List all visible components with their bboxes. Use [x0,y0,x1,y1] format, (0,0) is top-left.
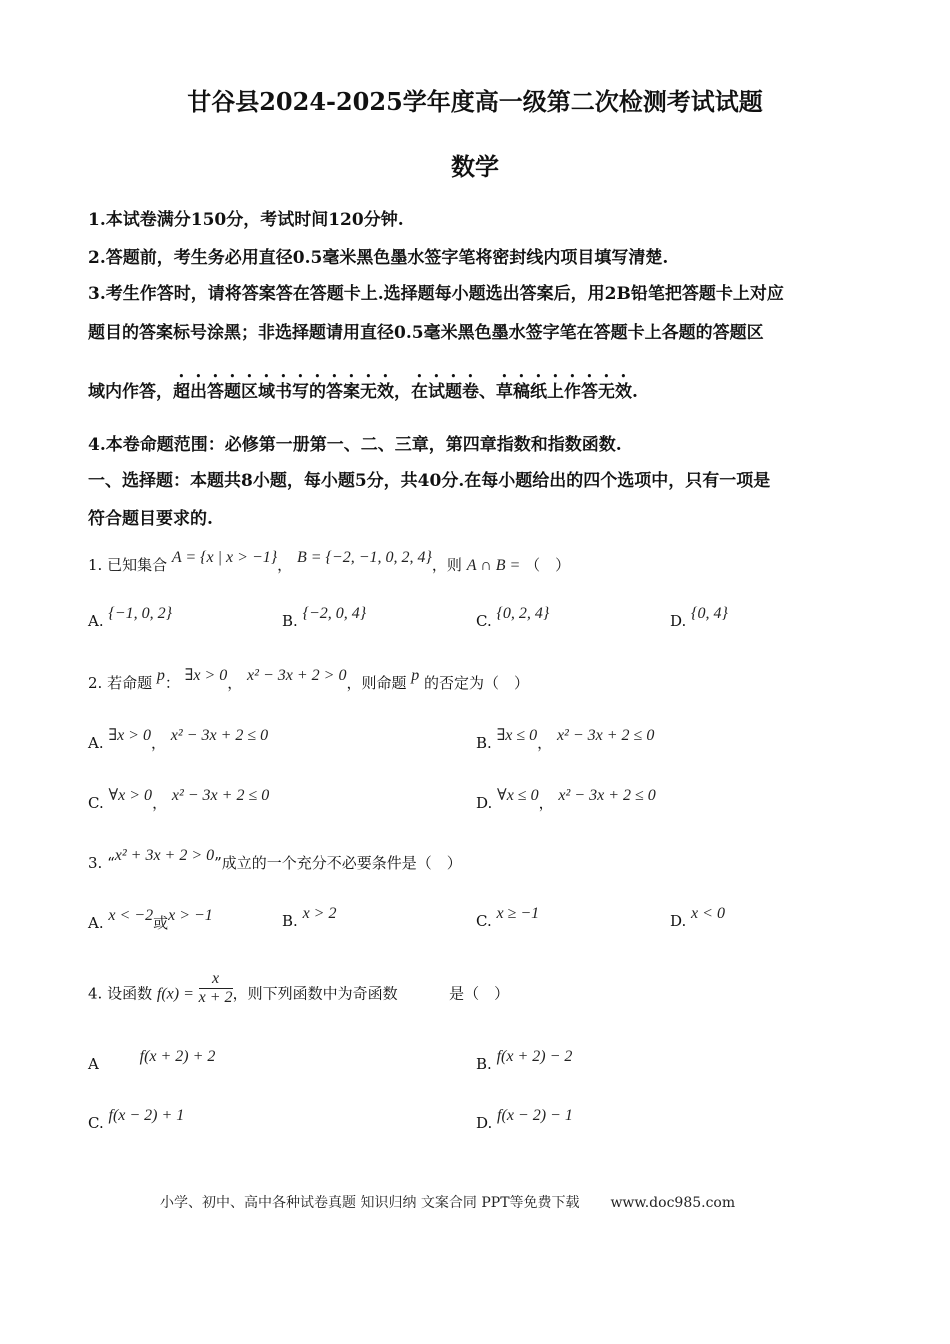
question-2-p2: p [411,667,420,684]
note-4: 4.本卷命题范围：必修第一册第一、二、三章，第四章指数和指数函数. [88,435,622,455]
option-math: ∃x > 0 [108,727,151,744]
option-sep: ， [537,734,553,752]
question-1 [88,549,571,575]
q1-option-c [476,605,550,631]
question-4-tail-a: ，则下列函数中为奇函数 [232,984,398,1003]
q3-option-b [282,905,337,931]
option-label: D. [476,794,493,812]
question-4-stem: 4. 设函数 [88,984,153,1003]
question-1-tail-b: （ ） [525,556,571,574]
exam-title: 甘谷县2024-2025学年度高一级第二次检测考试试题 [187,87,763,116]
option-math-2: x > −1 [168,907,213,924]
option-math: ∃x ≤ 0 [496,727,538,744]
note-3-emphasis-2: 在试题卷、草稿纸上作答无效 [411,382,632,402]
question-2 [88,667,530,693]
q3-option-a [88,907,213,933]
option-math: {0, 4} [691,605,728,622]
option-math-2: x² − 3x + 2 ≤ 0 [171,787,270,804]
question-2-tail-a: ，则命题 [346,674,407,692]
footer-url[interactable]: www.doc985.com [610,1195,736,1211]
option-math: {0, 2, 4} [496,605,550,622]
option-label: D. [670,612,687,630]
option-label: B. [476,1055,492,1073]
note-3-part1: 域内作答， [88,382,173,402]
section-1-heading-cont: 符合题目要求的. [88,509,213,529]
question-3-stem: 3. “ [88,854,115,872]
option-math: f(x + 2) − 2 [496,1048,573,1065]
option-label: D. [476,1114,493,1132]
fraction-denominator: x + 2 [198,989,233,1006]
option-label: A. [88,612,104,630]
option-sep: ， [150,734,166,752]
q1-option-b [282,605,367,631]
option-math: f(x + 2) + 2 [139,1048,216,1065]
option-math-2: x² − 3x + 2 ≤ 0 [170,727,269,744]
question-4 [88,970,510,1013]
page-footer [160,1192,735,1212]
question-3-inequality: x² + 3x + 2 > 0 [114,847,215,864]
note-3-line3 [88,372,638,402]
q2-option-a [88,727,269,753]
note-3-emphasis-1: 超出答题区域书写的答案无效 [173,382,394,402]
option-math: ∀x ≤ 0 [497,787,539,804]
q1-option-a [88,605,172,631]
option-label: B. [282,612,298,630]
q4-option-a [88,1048,216,1074]
footer-text: 小学、初中、高中各种试卷真题 知识归纳 文案合同 PPT等免费下载 [160,1195,580,1211]
question-1-set-b: B = {−2, −1, 0, 2, 4} [296,549,432,566]
note-1: 1.本试卷满分150分，考试时间120分钟. [88,210,404,230]
question-3 [88,847,462,873]
option-math: ∀x > 0 [108,787,153,804]
q1-option-d [670,605,728,631]
q3-option-d [670,905,725,931]
option-math: x ≥ −1 [496,905,540,922]
question-2-inequality: x² − 3x + 2 > 0 [247,667,347,684]
q2-option-d [476,787,656,813]
question-1-intersection: A ∩ B = [466,557,521,574]
section-1-heading: 一、选择题：本题共8小题，每小题5分，共40分.在每小题给出的四个选项中，只有一项是 [88,471,771,491]
q4-option-b [476,1048,573,1074]
question-2-tail-b: 的否定为（ ） [424,674,530,692]
q4-option-d [476,1107,573,1133]
option-label: C. [88,1114,104,1132]
note-3-part5: . [632,382,638,402]
option-label: D. [670,912,687,930]
question-2-sep: ， [227,674,243,692]
question-1-tail-a: ，则 [431,556,462,574]
question-1-stem: 1. 已知集合 [88,556,168,574]
option-sep: ， [152,794,168,812]
subject-title: 数学 [451,152,499,181]
option-math: f(x − 2) − 1 [497,1107,573,1124]
question-1-set-a: A = {x | x > −1} [171,549,278,566]
option-label: C. [476,612,492,630]
question-2-p: p [156,667,165,684]
question-3-tail: ”成立的一个充分不必要条件是（ ） [214,854,462,872]
note-3-part3: ， [394,382,411,402]
note-3-line1: 3.考生作答时，请将答案答在答题卡上.选择题每小题选出答案后，用2B铅笔把答题卡上对应 [88,284,784,304]
question-1-sep: ， [277,556,293,574]
option-label: C. [476,912,492,930]
q2-option-c [88,787,270,813]
option-math-2: x² − 3x + 2 ≤ 0 [556,727,655,744]
q3-option-c [476,905,540,931]
option-math-2: x² − 3x + 2 ≤ 0 [558,787,656,804]
question-4-function: f(x) = [156,985,194,1003]
q4-option-c [88,1107,185,1133]
option-label: B. [476,734,492,752]
option-label: A. [88,914,104,932]
option-label: A. [88,734,104,752]
question-4-tail-b: 是（ ） [449,984,510,1003]
option-math: x > 2 [302,905,337,922]
note-2: 2.答题前，考生务必用直径0.5毫米黑色墨水签字笔将密封线内项目填写清楚. [88,248,669,268]
option-math: {−1, 0, 2} [108,605,172,622]
question-2-quantifier: ∃x > 0 [184,667,228,684]
question-2-colon: ： [164,674,180,692]
option-word: 或 [153,914,169,932]
option-label: A [88,1055,99,1073]
option-math: x < 0 [691,905,725,922]
option-label: B. [282,912,298,930]
option-math: f(x − 2) + 1 [108,1107,185,1124]
option-sep: ， [538,794,554,812]
q2-option-b [476,727,655,753]
fraction-numerator: x [199,970,233,989]
option-math: {−2, 0, 4} [302,605,367,622]
note-3-line2: 题目的答案标号涂黑；非选择题请用直径0.5毫米黑色墨水签字笔在答题卡上各题的答题区 [88,323,764,343]
option-label: C. [88,794,104,812]
option-math: x < −2 [108,907,154,924]
question-2-stem: 2. 若命题 [88,674,153,692]
question-4-fraction [199,970,233,1007]
